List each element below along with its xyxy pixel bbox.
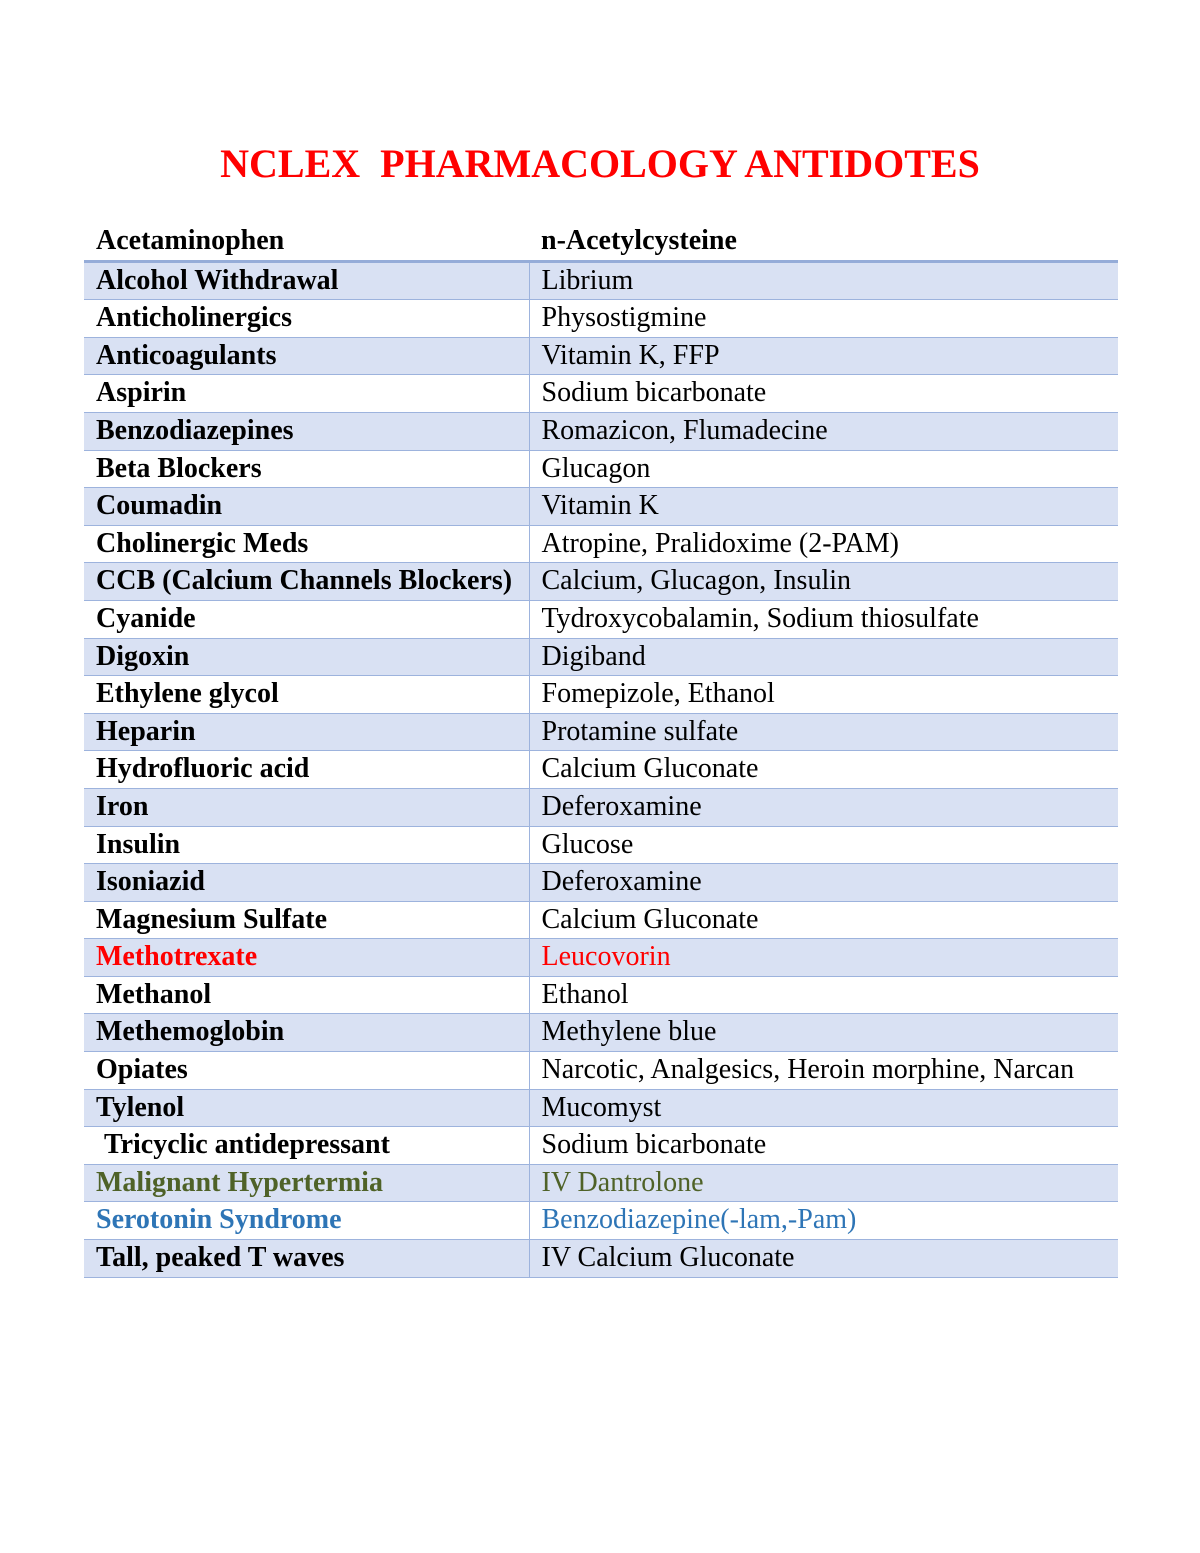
antidote-cell: Librium [529,261,1118,300]
substance-cell: Ethylene glycol [84,676,529,714]
substance-cell: Malignant Hypertermia [84,1164,529,1202]
table-row [84,1240,1118,1278]
table-row [84,337,1118,375]
table-row [84,600,1118,638]
substance-cell: CCB (Calcium Channels Blockers) [84,563,529,601]
substance-cell: Serotonin Syndrome [84,1202,529,1240]
substance-cell: Opiates [84,1052,529,1090]
table-row [84,713,1118,751]
substance-cell: Benzodiazepines [84,412,529,450]
antidote-cell: Mucomyst [529,1089,1118,1127]
substance-cell: Tylenol [84,1089,529,1127]
substance-cell: Hydrofluoric acid [84,751,529,789]
antidote-cell: Sodium bicarbonate [529,1127,1118,1165]
antidote-cell: Ethanol [529,976,1118,1014]
page-title: NCLEX PHARMACOLOGY ANTIDOTES [220,141,980,186]
substance-cell: Heparin [84,713,529,751]
substance-cell: Anticoagulants [84,337,529,375]
table-row [84,300,1118,338]
antidote-cell: Vitamin K, FFP [529,337,1118,375]
table-row [84,751,1118,789]
antidote-cell: Fomepizole, Ethanol [529,676,1118,714]
antidote-cell: Physostigmine [529,300,1118,338]
substance-cell: Aspirin [84,375,529,413]
antidote-cell: Glucagon [529,450,1118,488]
antidote-cell: Atropine, Pralidoxime (2-PAM) [529,525,1118,563]
antidote-cell: Protamine sulfate [529,713,1118,751]
antidote-cell: Deferoxamine [529,788,1118,826]
header-antidote: n-Acetylcysteine [529,222,1118,261]
table-row-highlight-blue [84,1202,1118,1240]
header-substance: Acetaminophen [84,222,529,261]
table-row [84,676,1118,714]
table-row [84,1127,1118,1165]
antidote-cell: IV Dantrolone [529,1164,1118,1202]
substance-cell: Coumadin [84,488,529,526]
antidote-cell: Methylene blue [529,1014,1118,1052]
substance-cell: Methanol [84,976,529,1014]
substance-cell: Anticholinergics [84,300,529,338]
substance-cell: Methotrexate [84,939,529,977]
table-row [84,864,1118,902]
substance-cell: Insulin [84,826,529,864]
substance-cell: Alcohol Withdrawal [84,261,529,300]
substance-cell: Tall, peaked T waves [84,1240,529,1278]
table-row [84,261,1118,300]
table-row [84,1052,1118,1090]
antidotes-table [84,222,1118,1278]
substance-cell: Cholinergic Meds [84,525,529,563]
substance-cell: Magnesium Sulfate [84,901,529,939]
antidote-cell: Calcium Gluconate [529,751,1118,789]
table-row [84,450,1118,488]
substance-cell: Iron [84,788,529,826]
table-row [84,563,1118,601]
substance-cell: Cyanide [84,600,529,638]
table-row [84,788,1118,826]
antidote-cell: Calcium, Glucagon, Insulin [529,563,1118,601]
table-row [84,1089,1118,1127]
antidote-cell: Glucose [529,826,1118,864]
table-row [84,488,1118,526]
antidote-cell: Leucovorin [529,939,1118,977]
table-row [84,826,1118,864]
antidote-cell: Sodium bicarbonate [529,375,1118,413]
substance-cell: Digoxin [84,638,529,676]
table-row [84,375,1118,413]
table-row [84,901,1118,939]
antidote-cell: Deferoxamine [529,864,1118,902]
table-row [84,525,1118,563]
antidote-cell: Digiband [529,638,1118,676]
substance-cell: Tricyclic antidepressant [84,1127,529,1165]
antidote-cell: Narcotic, Analgesics, Heroin morphine, Narcan [529,1052,1118,1090]
substance-cell: Isoniazid [84,864,529,902]
table-row [84,1014,1118,1052]
antidote-cell: Romazicon, Flumadecine [529,412,1118,450]
antidote-cell: Tydroxycobalamin, Sodium thiosulfate [529,600,1118,638]
table-row-highlight-green [84,1164,1118,1202]
table-row [84,412,1118,450]
antidote-cell: Vitamin K [529,488,1118,526]
antidote-cell: Calcium Gluconate [529,901,1118,939]
table-row [84,976,1118,1014]
table-row [84,638,1118,676]
substance-cell: Beta Blockers [84,450,529,488]
table-row-highlight-red [84,939,1118,977]
substance-cell: Methemoglobin [84,1014,529,1052]
table-header-row [84,222,1118,261]
antidote-cell: Benzodiazepine(-lam,-Pam) [529,1202,1118,1240]
antidote-cell: IV Calcium Gluconate [529,1240,1118,1278]
